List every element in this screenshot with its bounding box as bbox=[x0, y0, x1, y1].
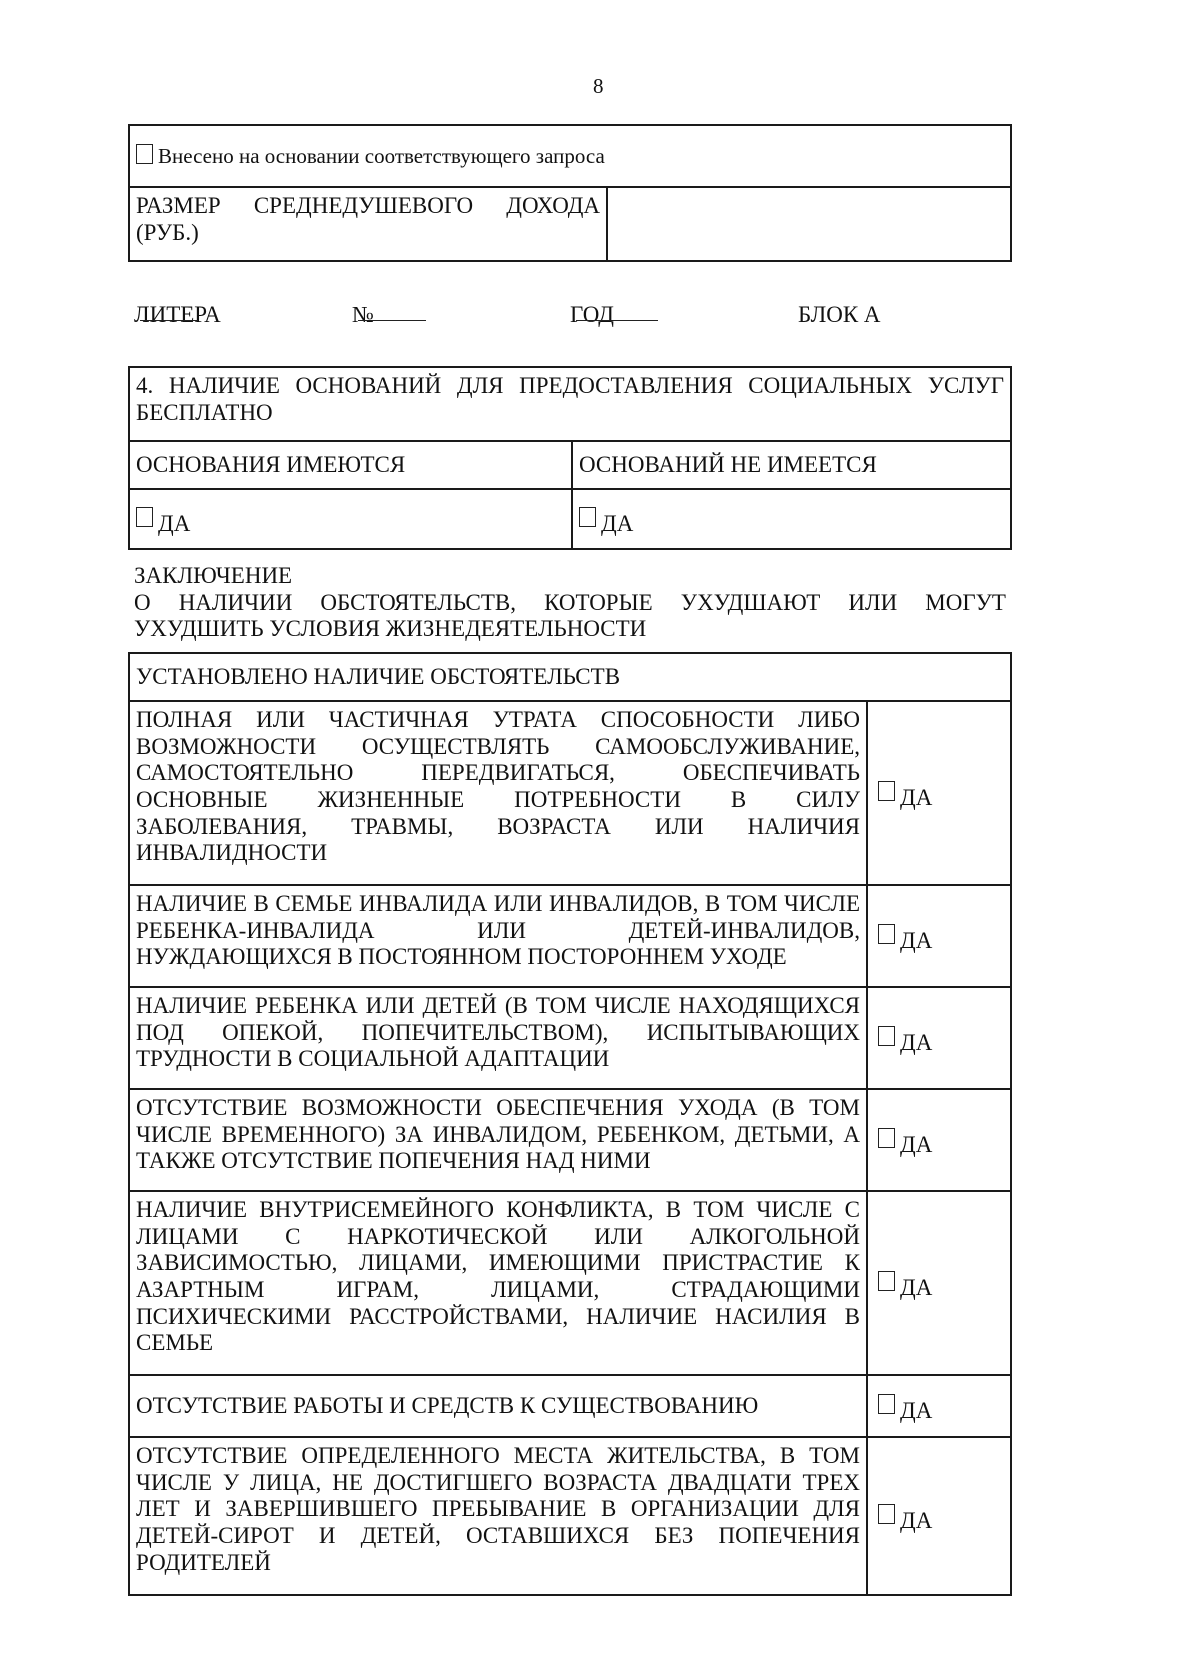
circumstance-text-cell bbox=[129, 1191, 867, 1375]
table-row bbox=[129, 1191, 1011, 1375]
table-row bbox=[129, 987, 1011, 1089]
litera-row bbox=[134, 302, 1014, 332]
circumstance-text-cell bbox=[129, 987, 867, 1089]
income-value-cell[interactable] bbox=[607, 187, 1011, 261]
yes-label: ДА bbox=[900, 1397, 933, 1423]
free-services-title: 4. НАЛИЧИЕ ОСНОВАНИЙ ДЛЯ ПРЕДОСТАВЛЕНИЯ СОЦИАЛЬНЫХ УСЛУГ БЕСПЛАТНО bbox=[136, 373, 1005, 425]
checkbox-icon[interactable] bbox=[878, 1128, 895, 1148]
yes-label: ДА bbox=[601, 510, 634, 536]
circumstance-text-cell bbox=[129, 1437, 867, 1595]
income-table bbox=[128, 124, 1012, 262]
number-label: № bbox=[352, 302, 374, 327]
block-label: БЛОК А bbox=[798, 302, 881, 327]
yes-label: ДА bbox=[900, 1507, 933, 1533]
conclusion-block bbox=[134, 563, 1006, 643]
checkbox-icon[interactable] bbox=[878, 1504, 895, 1524]
table-row bbox=[129, 1437, 1011, 1595]
circumstance-yes-cell bbox=[867, 1191, 1011, 1375]
yes-label: ДА bbox=[900, 784, 933, 810]
circumstance-text: ОТСУТСТВИЕ ОПРЕДЕЛЕННОГО МЕСТА ЖИТЕЛЬСТВА, В ТОМ ЧИСЛЕ У ЛИЦА, НЕ ДОСТИГШЕГО ВОЗРАСТА ДВАДЦАТИ ТРЕХ ЛЕТ И ЗАВЕРШИВШЕГО ПРЕБЫВАНИЕ В ОРГАНИЗАЦИИ ДЛЯ ДЕТЕЙ-СИРОТ И ДЕТЕЙ, ОСТАВШИХСЯ БЕЗ ПОПЕЧЕНИЯ РОДИТЕЛЕЙ bbox=[136, 1443, 860, 1575]
litera-blank[interactable] bbox=[140, 302, 198, 321]
litera-label: ЛИТЕРА bbox=[134, 302, 221, 327]
checkbox-icon[interactable] bbox=[878, 1026, 895, 1046]
page-number: 8 bbox=[593, 74, 604, 98]
circumstance-text: ОТСУТСТВИЕ РАБОТЫ И СРЕДСТВ К СУЩЕСТВОВАНИЮ bbox=[136, 1392, 759, 1418]
yes-label: ДА bbox=[158, 510, 191, 536]
col-have-label: ОСНОВАНИЯ ИМЕЮТСЯ bbox=[136, 451, 406, 477]
circumstance-yes-cell bbox=[867, 1437, 1011, 1595]
col-none-cell bbox=[572, 441, 1011, 489]
checkbox-icon[interactable] bbox=[878, 924, 895, 944]
col-none-label: ОСНОВАНИЙ НЕ ИМЕЕТСЯ bbox=[579, 451, 877, 477]
checkbox-icon[interactable] bbox=[136, 144, 153, 164]
yes-label: ДА bbox=[900, 927, 933, 953]
entered-note-cell bbox=[129, 125, 1011, 187]
yes-label: ДА bbox=[900, 1029, 933, 1055]
circumstance-text: НАЛИЧИЕ РЕБЕНКА ИЛИ ДЕТЕЙ (В ТОМ ЧИСЛЕ НАХОДЯЩИХСЯ ПОД ОПЕКОЙ, ПОПЕЧИТЕЛЬСТВОМ), ИСПЫТЫВАЮЩИХ ТРУДНОСТИ В СОЦИАЛЬНОЙ АДАПТАЦИИ bbox=[136, 993, 860, 1072]
conclusion-line2: УХУДШИТЬ УСЛОВИЯ ЖИЗНЕДЕЯТЕЛЬНОСТИ bbox=[134, 616, 647, 642]
year-label: ГОД bbox=[570, 302, 614, 327]
income-label-cell bbox=[129, 187, 607, 261]
year-blank[interactable] bbox=[576, 302, 658, 321]
number-blank[interactable] bbox=[358, 302, 426, 321]
income-label: РАЗМЕР СРЕДНЕДУШЕВОГО ДОХОДА (РУБ.) bbox=[136, 193, 600, 245]
checkbox-icon[interactable] bbox=[878, 1394, 895, 1414]
year-field bbox=[570, 302, 614, 329]
circumstance-text: ОТСУТСТВИЕ ВОЗМОЖНОСТИ ОБЕСПЕЧЕНИЯ УХОДА (В ТОМ ЧИСЛЕ ВРЕМЕННОГО) ЗА ИНВАЛИДОМ, РЕБЕНКОМ, ДЕТЬМИ, А ТАКЖЕ ОТСУТСТВИЕ ПОПЕЧЕНИЯ НАД НИМИ bbox=[136, 1095, 860, 1174]
checkbox-icon[interactable] bbox=[878, 781, 895, 801]
litera-field bbox=[134, 302, 221, 329]
col-have-cell bbox=[129, 441, 572, 489]
circumstance-text-cell bbox=[129, 885, 867, 987]
conclusion-heading: ЗАКЛЮЧЕНИЕ bbox=[134, 563, 293, 588]
conclusion-line1: О НАЛИЧИИ ОБСТОЯТЕЛЬСТВ, КОТОРЫЕ УХУДШАЮТ ИЛИ МОГУТ bbox=[134, 589, 1006, 615]
circumstance-text-cell bbox=[129, 701, 867, 885]
circumstance-text: ПОЛНАЯ ИЛИ ЧАСТИЧНАЯ УТРАТА СПОСОБНОСТИ ЛИБО ВОЗМОЖНОСТИ ОСУЩЕСТВЛЯТЬ САМООБСЛУЖИВАНИЕ, САМОСТОЯТЕЛЬНО ПЕРЕДВИГАТЬСЯ, ОБЕСПЕЧИВАТЬ ОСНОВНЫЕ ЖИЗНЕННЫЕ ПОТРЕБНОСТИ В СИЛУ ЗАБОЛЕВАНИЯ, ТРАВМЫ, ВОЗРАСТА ИЛИ НАЛИЧИЯ ИНВАЛИДНОСТИ bbox=[136, 707, 860, 866]
none-yes-cell bbox=[572, 489, 1011, 549]
table-row bbox=[129, 701, 1011, 885]
free-services-table bbox=[128, 366, 1012, 550]
yes-label: ДА bbox=[900, 1131, 933, 1157]
checkbox-icon[interactable] bbox=[136, 507, 153, 527]
yes-label: ДА bbox=[900, 1274, 933, 1300]
circumstance-yes-cell bbox=[867, 987, 1011, 1089]
circumstance-text-cell bbox=[129, 1089, 867, 1191]
table-row bbox=[129, 1089, 1011, 1191]
circumstance-yes-cell bbox=[867, 1375, 1011, 1437]
circumstances-table bbox=[128, 652, 1012, 1596]
circumstance-text: НАЛИЧИЕ В СЕМЬЕ ИНВАЛИДА ИЛИ ИНВАЛИДОВ, В ТОМ ЧИСЛЕ РЕБЕНКА-ИНВАЛИДА ИЛИ ДЕТЕЙ-ИНВАЛИДОВ, НУЖДАЮЩИХСЯ В ПОСТОЯННОМ ПОСТОРОННЕМ УХОДЕ bbox=[136, 891, 860, 970]
table-row bbox=[129, 885, 1011, 987]
table-row bbox=[129, 1375, 1011, 1437]
have-yes-cell bbox=[129, 489, 572, 549]
free-services-title-cell bbox=[129, 367, 1011, 441]
circumstance-text: НАЛИЧИЕ ВНУТРИСЕМЕЙНОГО КОНФЛИКТА, В ТОМ ЧИСЛЕ С ЛИЦАМИ С НАРКОТИЧЕСКОЙ ИЛИ АЛКОГОЛЬНОЙ ЗАВИСИМОСТЬЮ, ЛИЦАМИ, ИМЕЮЩИМИ ПРИСТРАСТИЕ К АЗАРТНЫМ ИГРАМ, ЛИЦАМИ, СТРАДАЮЩИМИ ПСИХИЧЕСКИМИ РАССТРОЙСТВАМИ, НАЛИЧИЕ НАСИЛИЯ В СЕМЬЕ bbox=[136, 1197, 860, 1356]
entered-note: Внесено на основании соответствующего запроса bbox=[158, 143, 605, 168]
circumstances-header: УСТАНОВЛЕНО НАЛИЧИЕ ОБСТОЯТЕЛЬСТВ bbox=[136, 663, 621, 689]
number-field bbox=[352, 302, 374, 329]
circumstances-header-cell bbox=[129, 653, 1011, 701]
circumstance-yes-cell bbox=[867, 1089, 1011, 1191]
checkbox-icon[interactable] bbox=[878, 1271, 895, 1291]
circumstance-text-cell bbox=[129, 1375, 867, 1437]
circumstance-yes-cell bbox=[867, 701, 1011, 885]
circumstance-yes-cell bbox=[867, 885, 1011, 987]
checkbox-icon[interactable] bbox=[579, 507, 596, 527]
